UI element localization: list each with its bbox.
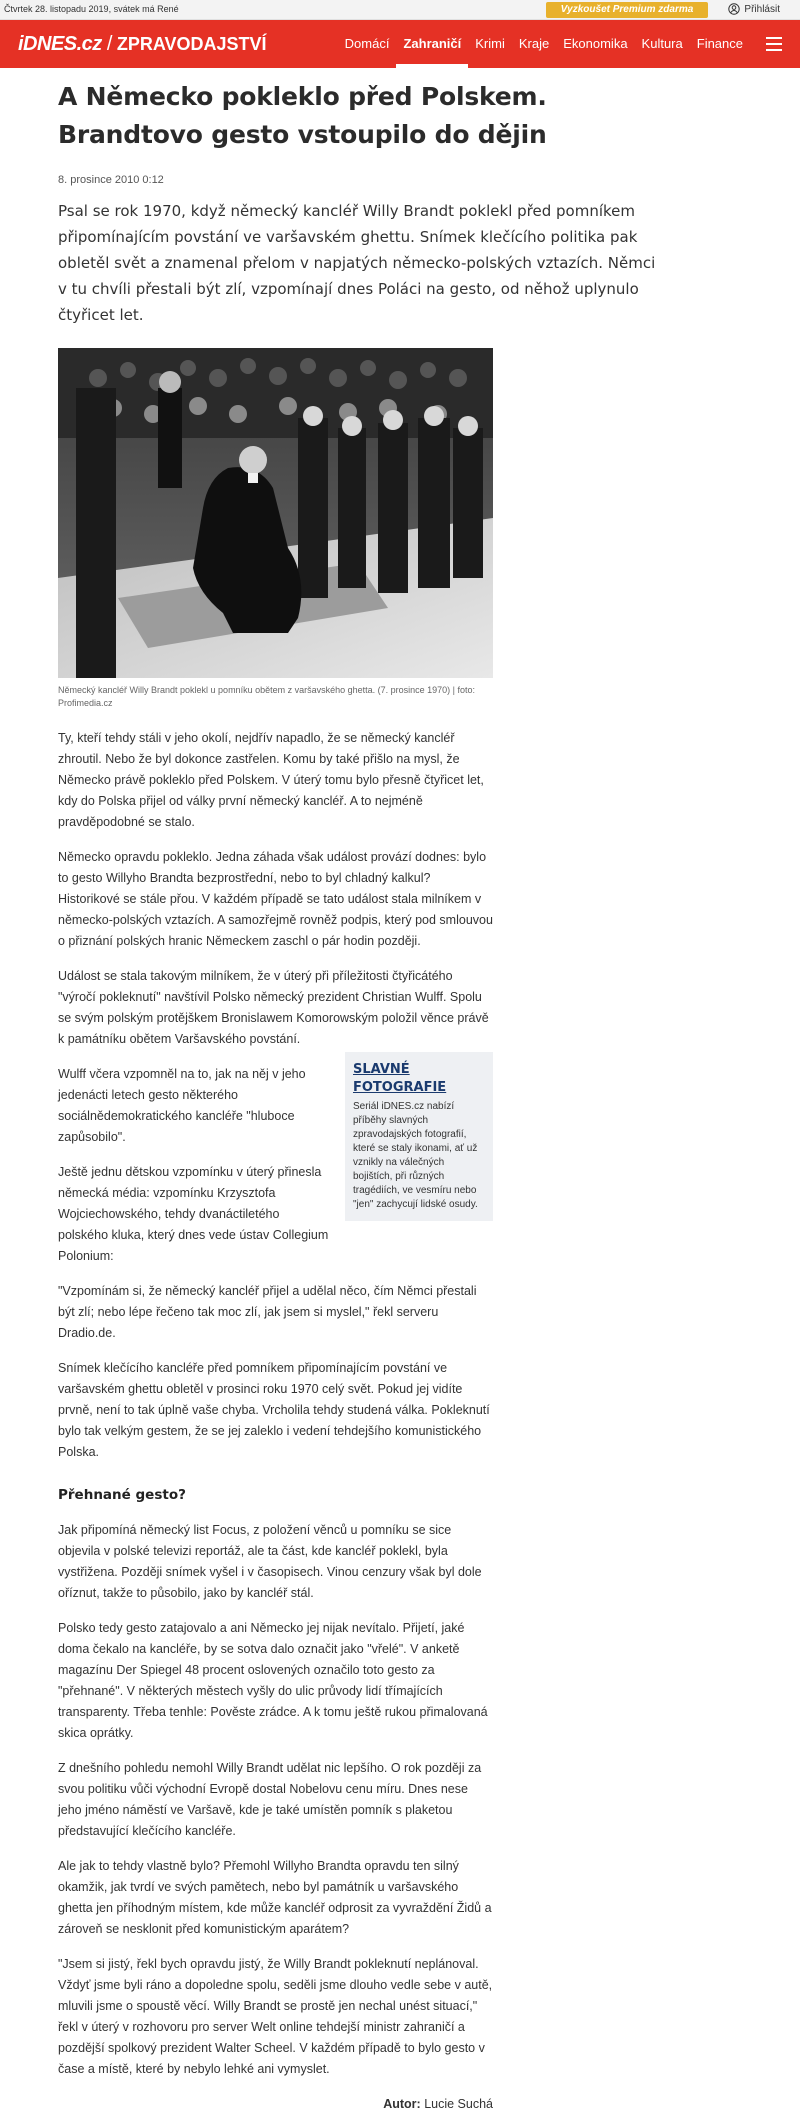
login-label: Přihlásit xyxy=(744,3,780,15)
paragraph: Německo opravdu pokleklo. Jedna záhada však událost provází dodnes: bylo to gesto Willyho Brandta bezprostřední, nebo to byl chladný kalkul? Historikové se stále přou. V každém případě se tato událost stala milníkem v německo-polských vztazích. A samozřejmě rovněž podpis, který pod smlouvou o přiznání polských hranic Německem zaschl o pár hodin později. xyxy=(58,850,493,948)
article-body xyxy=(58,728,493,2115)
nav-item-ekonomika[interactable]: Ekonomika xyxy=(563,36,628,51)
series-description: Seriál iDNES.cz nabízí příběhy slavných zpravodajských fotografií, které se staly ikonami, ať už vznikly na válečných bojištích, při různých tragédiích, ve vesmíru nebo "jen" zachycují lidské osudy. xyxy=(353,1101,478,1210)
nav-item-krimi[interactable]: Krimi xyxy=(475,36,505,51)
nav-item-domaci[interactable]: Domácí xyxy=(344,36,390,51)
paragraph: "Jsem si jistý, řekl bych opravdu jistý, že Willy Brandt pokleknutí neplánoval. Vždyť jsme byli ráno a dopoledne spolu, seděli jsme dlouho vedle sebe v autě, mluvili jsme o spoustě věcí. Willy Brandt se prostě jen nechal unést situací," řekl v úterý v rozhovoru pro server Welt online tehdejší ministr zahraničí a pozdější spolkový prezident Walter Scheel. V každém případě to bylo gesto v čase a místě, které by nebylo lehké ani vymyslet. xyxy=(58,1957,493,2076)
nav-item-kultura[interactable]: Kultura xyxy=(641,36,683,51)
premium-trial-button[interactable]: Vyzkoušet Premium zdarma xyxy=(546,2,708,18)
paragraph: Snímek klečícího kancléře před pomníkem připomínajícím povstání ve varšavském ghettu obletěl v prosinci roku 1970 celý svět. Pokud jej vidíte prvně, není to tak úplně vaše chyba. Vrcholila tehdy studená válka. Pokleknutí bylo tak velkým gestem, že se jej zaleklo i vedení tehdejšího komunistického Polska. xyxy=(58,1361,490,1459)
brandt-kneeling-photo xyxy=(58,348,493,678)
paragraph: Wulff včera vzpomněl na to, jak na něj v jeho jedenácti letech gesto některého sociálnědemokratického kancléře "hluboce zapůsobilo". xyxy=(58,1067,306,1144)
paragraph: Jak připomíná německý list Focus, z položení věnců u pomníku se sice objevila v polské televizi reportáž, ale ta část, kde kancléř poklekl, byla vystřižena. Později snímek vyšel i v časopisech. Vinou cenzury však byl dole oříznut, takže to působilo, jako by kancléř stál. xyxy=(58,1523,482,1600)
photo-caption: Německý kancléř Willy Brandt poklekl u pomníku obětem z varšavského ghetta. (7. prosince 1970) | foto: Profimedia.cz xyxy=(58,685,476,708)
subheading: Přehnané gesto? xyxy=(58,1487,186,1503)
paragraph: Polsko tedy gesto zatajovalo a ani Německo jej nijak nevítalo. Přijetí, jaké doma čekalo na kancléře, by se sotva dalo označit jako "vřelé". V anketě magazínu Der Spiegel 48 procent oslovených označilo toto gesto za "přehnané". V některých městech vyšly do ulic průvody lidí třímajících transparenty. Třeba tenhle: Pověste zrádce. A k tomu ještě rukou přimalovaná skica oprátky. xyxy=(58,1621,488,1740)
paragraph: Událost se stala takovým milníkem, že v úterý při příležitosti čtyřicátého "výročí pokleknutí" navštívil Polsko německý prezident Christian Wulff. Spolu se svým polským protějškem Bronislawem Komorowským položil věnce právě k památníku obětem Varšavského povstání. xyxy=(58,969,489,1046)
logo-separator: / xyxy=(106,33,112,55)
top-utility-bar xyxy=(0,0,800,20)
article-photo[interactable] xyxy=(58,348,493,678)
article xyxy=(58,68,658,2115)
author-line xyxy=(58,2094,493,2115)
series-title-link[interactable]: SLAVNÉ FOTOGRAFIE xyxy=(353,1062,447,1095)
hamburger-menu-icon[interactable] xyxy=(766,37,782,51)
paragraph: Ty, kteří tehdy stáli v jeho okolí, nejdřív napadlo, že se německý kancléř zhroutil. Nebo že byl dokonce zastřelen. Komu by také přišlo na mysl, že Německo právě pokleklo před Polskem. V úterý tomu bylo přesně čtyřicet let, kdy do Polska přijel od války první německý kancléř. A to nejméně pravděpodobné se stalo. xyxy=(58,731,484,829)
paragraph: "Vzpomínám si, že německý kancléř přijel a udělal něco, čím Němci přestali být zlí; nebo lépe řečeno tak moc zlí, jak jsem si myslel," řekl serveru Dradio.de. xyxy=(58,1284,477,1340)
login-link[interactable] xyxy=(728,3,780,15)
nav-item-zahranici[interactable]: Zahraničí xyxy=(396,20,468,68)
author-label: Autor: xyxy=(383,2097,421,2111)
nav-item-finance[interactable]: Finance xyxy=(696,36,743,51)
article-title: A Německo pokleklo před Polskem. Brandtovo gesto vstoupilo do dějin xyxy=(58,82,547,149)
article-perex: Psal se rok 1970, když německý kancléř Willy Brandt poklekl před pomníkem připomínajícím povstání ve varšavském ghettu. Snímek klečícího politika pak obletěl svět a znamenal přelom v napjatých německo-polských vztazích. Němci v tu chvíli přestali být zlí, vzpomínají dnes Poláci na gesto, od něhož uplynulo čtyřicet let. xyxy=(58,202,656,324)
paragraph: Ještě jednu dětskou vzpomínku v úterý přinesla německá média: vzpomínku Krzysztofa Wojciechowského, tehdy dvanáctiletého polského kluka, který dnes vede ústav Collegium Polonium: xyxy=(58,1165,329,1263)
logo-text: iDNES.cz xyxy=(18,33,102,55)
section-name: ZPRAVODAJSTVÍ xyxy=(116,34,267,54)
related-series-box[interactable] xyxy=(345,1052,493,1221)
main-navbar xyxy=(0,20,800,68)
article-date: 8. prosince 2010 0:12 xyxy=(58,174,164,186)
site-logo[interactable] xyxy=(18,33,267,56)
section-nav xyxy=(338,20,750,68)
current-date: Čtvrtek 28. listopadu 2019, svátek má René xyxy=(4,4,179,14)
user-icon xyxy=(728,3,740,15)
author-name-link[interactable]: Lucie Suchá xyxy=(424,2097,493,2111)
paragraph: Ale jak to tehdy vlastně bylo? Přemohl Willyho Brandta opravdu ten silný okamžik, jak tvrdí ve svých pamětech, nebo byl památník u varšavského ghetta jen příhodným místem, kde může kancléř odprosit za vyvraždění Židů a zároveň se nesklonit před komunistickým aparátem? xyxy=(58,1859,492,1936)
paragraph: Z dnešního pohledu nemohl Willy Brandt udělat nic lepšího. O rok později za svou politiku vůči východní Evropě dostal Nobelovu cenu míru. Dnes nese jeho jméno náměstí ve Varšavě, kde je také umístěn pomník s plaketou představující klečícího kancléře. xyxy=(58,1761,482,1838)
nav-item-kraje[interactable]: Kraje xyxy=(518,36,550,51)
